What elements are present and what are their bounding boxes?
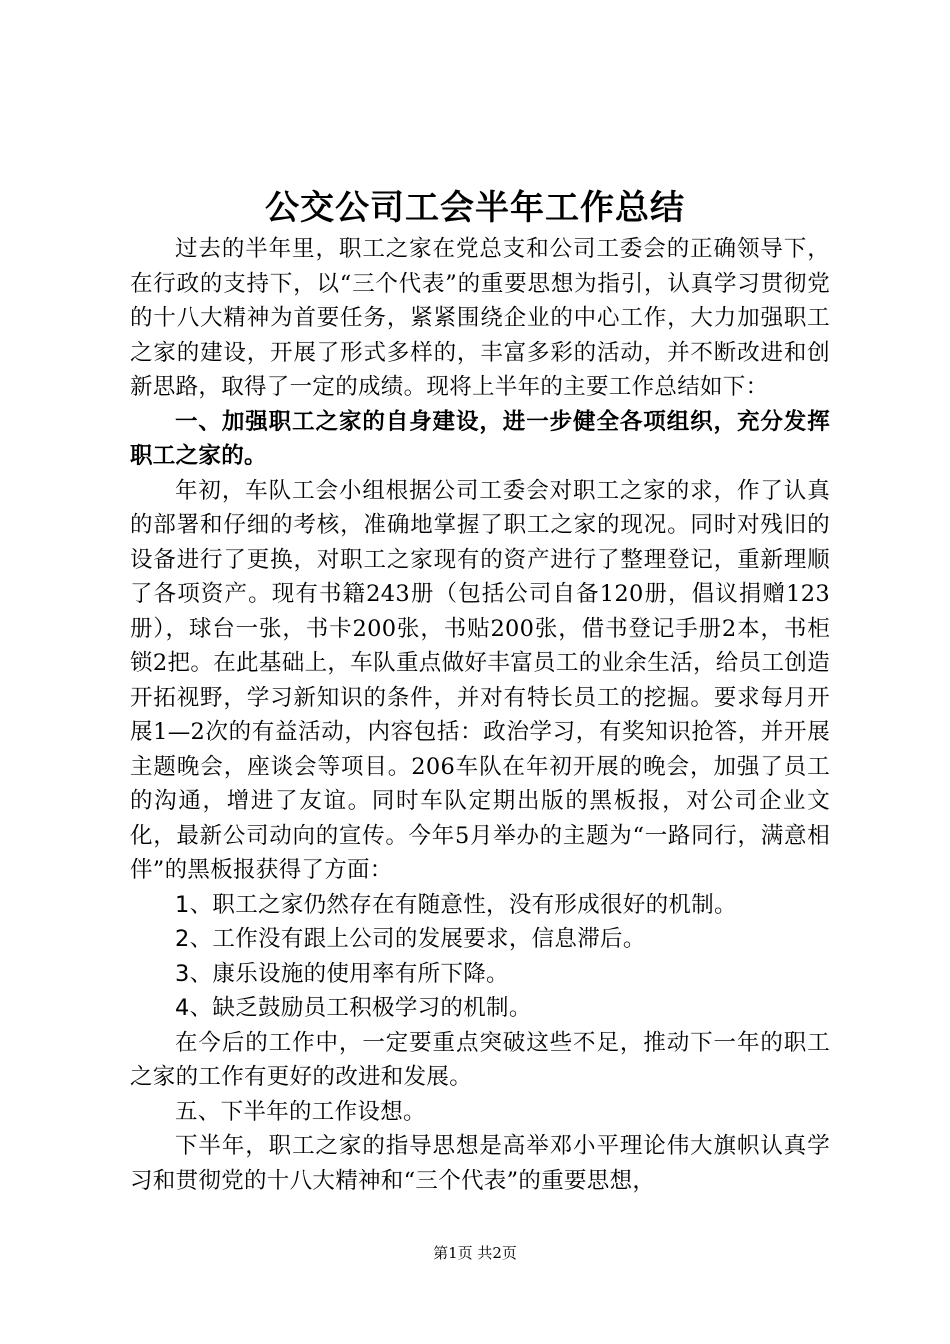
list-item-2: 2、工作没有跟上公司的发展要求，信息滞后。 — [175, 926, 646, 952]
list-item-3: 3、康乐设施的使用率有所下降。 — [175, 960, 509, 987]
document-title: 公交公司工会半年工作总结 — [265, 188, 685, 228]
intro-paragraph: 过去的半年里，职工之家在党总支和公司工委会的正确领导下，在行政的支持下，以“三个代表”的重要思想为指引，认真学习贯彻党的十八大精神为首要任务，紧紧围绕企业的中心工作，大力加强职工之家的建设，开展了形式多样的，丰富多彩的活动，并不断改进和创新思路，取得了一定的成绩。现将上半年的主要工作总结如下： — [130, 236, 830, 400]
section-1-paragraph: 年初，车队工会小组根据公司工委会对职工之家的求，作了认真的部署和仔细的考核，准确地掌握了职工之家的现况。同时对残旧的设备进行了更换，对职工之家现有的资产进行了整理登记，重新理顺了各项资产。现有书籍243册（包括公司自备120册，倡议捐赠123册），球台一张，书卡200张，书贴200张，借书登记手册2本，书柜锁2把。在此基础上，车队重点做好丰富员工的业余生活，给员工创造开拓视野，学习新知识的条件，并对有特长员工的挖掘。要求每月开展1—2次的有益活动，内容包括：政治学习，有奖知识抢答，并开展主题晚会，座谈会等项目。206车队在年初开展的晚会，加强了员工的沟通，增进了友谊。同时车队定期出版的黑板报，对公司企业文化，最新公司动向的宣传。今年5月举办的主题为“一路同行，满意相伴”的黑板报获得了方面： — [130, 477, 830, 883]
section-heading-1: 一、加强职工之家的自身建设，进一步健全各项组织，充分发挥职工之家的。 — [130, 408, 830, 469]
page-footer: 第1页 共2页 — [433, 1244, 517, 1262]
improvement-paragraph: 在今后的工作中，一定要重点突破这些不足，推动下一年的职工之家的工作有更好的改进和发展。 — [130, 1029, 830, 1090]
section-5-paragraph: 下半年，职工之家的指导思想是高举邓小平理论伟大旗帜认真学习和贯彻党的十八大精神和“三个代表”的重要思想， — [130, 1133, 830, 1194]
list-item-4: 4、缺乏鼓励员工积极学习的机制。 — [175, 995, 532, 1021]
document-body — [130, 232, 830, 1198]
section-heading-5: 五、下半年的工作设想。 — [175, 1098, 426, 1125]
list-item-1: 1、职工之家仍然存在有随意性，没有形成很好的机制。 — [175, 891, 737, 918]
